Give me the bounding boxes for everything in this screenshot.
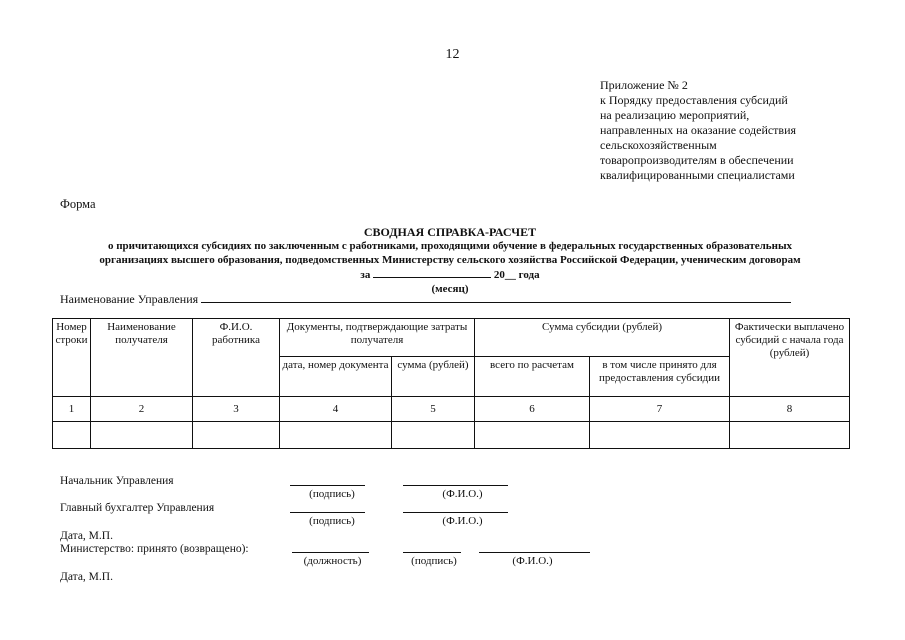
header-row-number: Номер строки — [53, 319, 91, 397]
ministry-position-line[interactable] — [292, 552, 369, 553]
head-signature-caption: (подпись) — [309, 488, 355, 500]
page-number: 12 — [445, 47, 460, 62]
empty-cell[interactable] — [280, 422, 392, 449]
empty-cell[interactable] — [730, 422, 850, 449]
empty-cell[interactable] — [590, 422, 730, 449]
title-line: организациях высшего образования, подведомственных Министерству сельского хозяйства Российской Федерации, ученическим договорам — [99, 254, 801, 266]
administration-row — [60, 292, 791, 307]
header-documents-date: дата, номер документа — [280, 357, 392, 397]
head-fio-caption: (Ф.И.О.) — [442, 488, 483, 500]
appendix-line: на реализацию мероприятий, — [600, 108, 750, 122]
appendix-line: сельскохозяйственным — [600, 138, 717, 152]
appendix-note — [600, 78, 860, 183]
empty-cell[interactable] — [392, 422, 475, 449]
ministry-position-caption: (должность) — [303, 555, 362, 567]
administration-blank[interactable] — [201, 292, 791, 303]
calculation-table — [52, 318, 850, 449]
empty-cell[interactable] — [91, 422, 193, 449]
column-number: 4 — [280, 397, 392, 422]
date-stamp-label-2: Дата, М.П. — [60, 571, 113, 583]
ministry-fio-line[interactable] — [479, 552, 590, 553]
appendix-line: товаропроизводителям в обеспечении — [600, 153, 794, 167]
column-number: 2 — [91, 397, 193, 422]
header-documents: Документы, подтверждающие затраты получателя — [280, 319, 475, 357]
period-caption: (месяц) — [431, 283, 469, 295]
column-number: 6 — [475, 397, 590, 422]
header-subsidy: Сумма субсидии (рублей) — [475, 319, 730, 357]
head-label: Начальник Управления — [60, 475, 174, 487]
period-line — [40, 267, 860, 282]
appendix-line: к Порядку предоставления субсидий — [600, 93, 788, 107]
column-number: 5 — [392, 397, 475, 422]
header-subsidy-total: всего по расчетам — [475, 357, 590, 397]
column-number-row — [53, 397, 850, 422]
column-number: 8 — [730, 397, 850, 422]
title-line: о причитающихся субсидиях по заключенным с работниками, проходящими обучение в федеральных государственных образовательных — [107, 240, 793, 252]
accountant-signature-caption: (подпись) — [309, 515, 355, 527]
ministry-signature-line[interactable] — [403, 552, 461, 553]
empty-cell[interactable] — [53, 422, 91, 449]
column-number: 7 — [590, 397, 730, 422]
column-number: 3 — [193, 397, 280, 422]
accountant-fio-caption: (Ф.И.О.) — [442, 515, 483, 527]
head-fio-line[interactable] — [403, 485, 508, 486]
administration-label: Наименование Управления — [60, 292, 199, 306]
date-stamp-label: Дата, М.П. — [60, 530, 113, 542]
document-title — [40, 225, 860, 296]
period-year: 20__ года — [493, 269, 540, 281]
header-recipient: Наименование получателя — [91, 319, 193, 397]
appendix-line: квалифицированными специалистами — [600, 168, 795, 182]
table-header-row — [53, 319, 850, 357]
table-row — [53, 422, 850, 449]
header-paid: Фактически выплачено субсидий с начала года (рублей) — [730, 319, 850, 397]
head-signature-line[interactable] — [290, 485, 365, 486]
form-label: Форма — [60, 197, 96, 211]
header-employee: Ф.И.О. работника — [193, 319, 280, 397]
ministry-fio-caption: (Ф.И.О.) — [512, 555, 553, 567]
accountant-signature-line[interactable] — [290, 512, 365, 513]
ministry-signature-caption: (подпись) — [411, 555, 457, 567]
period-prefix: за — [360, 269, 371, 281]
title-main: СВОДНАЯ СПРАВКА-РАСЧЕТ — [363, 225, 537, 239]
accountant-label: Главный бухгалтер Управления — [60, 502, 215, 514]
empty-cell[interactable] — [193, 422, 280, 449]
ministry-label: Министерство: принято (возвращено): — [60, 543, 249, 555]
appendix-line: Приложение № 2 — [600, 78, 688, 92]
appendix-line: направленных на оказание содействия — [600, 123, 797, 137]
accountant-fio-line[interactable] — [403, 512, 508, 513]
header-subsidy-accepted: в том числе принято для предоставления субсидии — [590, 357, 730, 397]
header-documents-sum: сумма (рублей) — [392, 357, 475, 397]
column-number: 1 — [53, 397, 91, 422]
empty-cell[interactable] — [475, 422, 590, 449]
month-blank[interactable] — [373, 267, 491, 278]
